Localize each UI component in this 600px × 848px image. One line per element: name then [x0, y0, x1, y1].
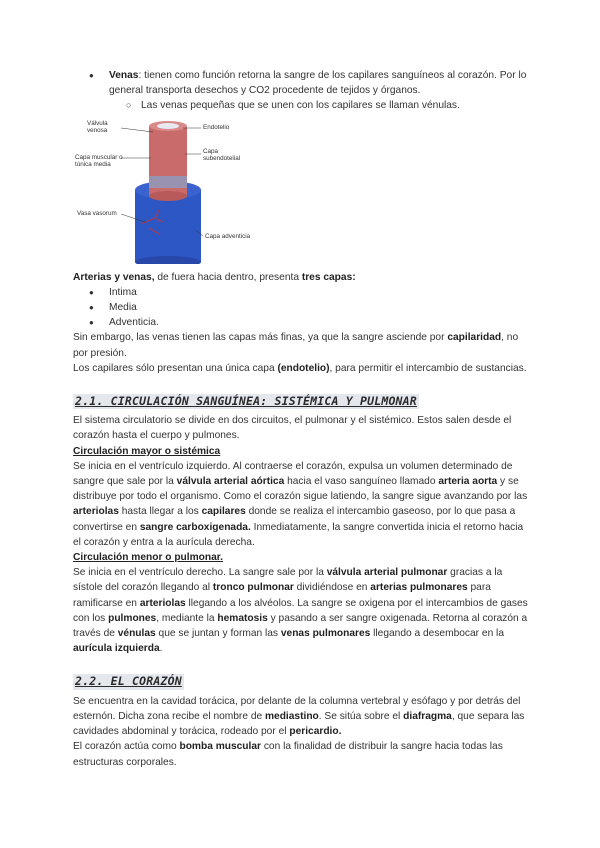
section-title-corazon: 2.2. EL CORAZÓN — [75, 674, 182, 689]
bold-run: capilaridad — [447, 332, 502, 344]
text-run: Se inicia en el ventrículo izquierdo. Al contraerse el corazón, expulsa un volumen determinado de sangre que sale por la — [73, 460, 513, 488]
text-run: . — [159, 643, 163, 655]
text-run: donde se realiza el intercambio gaseoso, por lo que pasa a convertirse en — [73, 506, 516, 533]
text-run: Sin embargo, las venas tienen las capas más finas, ya que la sangre asciende por — [73, 332, 448, 344]
corazon-paragraph-1 — [73, 694, 533, 740]
label-adventicia: Capa adventicia — [205, 232, 251, 240]
bold-run: arterias pulmonares — [370, 582, 468, 594]
vein-illustration — [73, 118, 273, 264]
capas-paragraph-2 — [73, 361, 533, 376]
circulacion-menor-heading: Circulación menor o pulmonar. — [73, 552, 224, 564]
bold-run: mediastino — [264, 710, 319, 722]
label-valvula: Válvula venosa — [87, 119, 108, 134]
text-run: hacia el vaso sanguíneo llamado — [284, 476, 439, 488]
label-subendotelial: Capa subendotelial — [203, 147, 241, 162]
text-run: Inmediatamente, la sangre convertida inicia el retorno hacia el corazón y entra a la aurícula derecha. — [73, 521, 524, 548]
label-vasa: Vasa vasorum — [77, 209, 117, 217]
circulacion-mayor-text — [73, 459, 533, 550]
bold-run: pulmones — [108, 612, 157, 624]
bold-run: aurícula izquierda — [73, 643, 160, 655]
venas-term: Venas — [109, 70, 139, 81]
label-capa-muscular: Capa muscular o túnica media — [75, 153, 123, 168]
capa-item: ● Adventicia. — [73, 315, 533, 330]
text-run: para ramificarse en — [73, 582, 491, 609]
corazon-paragraph-2 — [73, 739, 533, 769]
capas-lead — [73, 270, 533, 285]
bold-run: válvula arterial pulmonar — [326, 567, 448, 579]
bold-run: venas pulmonares — [280, 628, 371, 640]
text-run: , para permitir el intercambio de sustancias. — [329, 362, 527, 374]
capa-item: ● Media — [73, 300, 533, 315]
text-run: llegando a los alvéolos. La sangre se oxigena por el intercambios de gases con los — [73, 597, 528, 624]
venas-item — [73, 68, 533, 98]
venas-list — [73, 68, 533, 98]
venas-text: : tienen como función retorna la sangre de los capilares sanguíneos al corazón. Por lo general transporta desechos y CO2 procedente de tejidos y órganos. — [109, 70, 527, 97]
capas-lead-text: de fuera hacia dentro, presenta — [154, 271, 302, 283]
bold-run: arteria aorta — [438, 476, 498, 488]
text-run: gracias a la sístole del corazón llegando al — [73, 567, 503, 594]
capas-lead-bold2: tres capas: — [301, 271, 356, 283]
capas-lead-bold: Arterias y venas, — [73, 271, 155, 283]
capa-item: ● Intima — [73, 285, 533, 300]
lumen — [157, 123, 179, 129]
text-run: con la finalidad de distribuir la sangre hacia todas las estructuras corporales. — [73, 741, 503, 768]
bold-run: pericardio. — [289, 726, 342, 738]
text-run: dividiéndose en — [293, 582, 371, 594]
text-run: y se distribuye por todo el organismo. Como el corazón sigue latiendo, la sangre sigue avanzando por las — [73, 476, 528, 503]
text-run: que se juntan y forman las — [155, 628, 281, 640]
bold-run: diafragma — [403, 710, 452, 722]
muscular-bottom — [149, 191, 187, 201]
bold-run: bomba muscular — [179, 741, 261, 753]
vein-diagram — [73, 118, 273, 264]
bold-run: arteriolas — [73, 506, 119, 518]
venulas-item: ○ Las venas pequeñas que se unen con los capilares se llaman vénulas. — [73, 98, 533, 113]
text-run: Se encuentra en la cavidad torácica, por delante de la columna vertebral y esófago y por detrás del esternón. Dicha zona recibe el nombre de — [73, 695, 521, 722]
subendotelial-band — [149, 176, 187, 188]
text-run: , mediante la — [156, 612, 218, 624]
circulacion-mayor-heading: Circulación mayor o sistémica — [73, 445, 221, 457]
text-run: llegando a desembocar en la — [370, 628, 504, 640]
label-endotelio: Endotelio — [203, 123, 230, 131]
text-run: hasta llegar a los — [118, 506, 202, 518]
capas-paragraph-1 — [73, 330, 533, 360]
bold-run: (endotelio) — [277, 362, 330, 374]
document-page — [73, 68, 533, 770]
bold-run: hematosis — [217, 612, 268, 624]
section-title-circulacion: 2.1. CIRCULACIÓN SANGUÍNEA: SISTÉMICA Y PULMONAR — [75, 394, 417, 409]
text-run: , que separa las cavidades abdominal y torácica, rodeado por el — [73, 710, 525, 738]
bold-run: arteriolas — [139, 597, 186, 609]
bold-run: vénulas — [117, 628, 156, 640]
bold-run: capilares — [201, 506, 246, 518]
circulacion-menor-text — [73, 565, 533, 656]
text-run: El corazón actúa como — [73, 741, 180, 753]
bold-run: tronco pulmonar — [212, 582, 294, 594]
venulas-list — [73, 98, 533, 113]
bold-run: válvula arterial aórtica — [176, 476, 285, 488]
text-run: , no por presión. — [73, 332, 519, 359]
text-run: . Se sitúa sobre el — [318, 710, 404, 722]
text-run: Los capilares sólo presentan una única capa — [73, 362, 278, 374]
capas-list — [73, 285, 533, 331]
circulacion-intro: El sistema circulatorio se divide en dos circuitos, el pulmonar y el sistémico. Estos salen desde el corazón hasta el cuerpo y pulmones. — [73, 415, 512, 442]
text-run: y pasando a ser sangre oxigenada. Retorna al corazón a través de — [73, 612, 528, 640]
bold-run: sangre carboxigenada. — [139, 521, 251, 533]
text-run: Se inicia en el ventrículo derecho. La sangre sale por la — [73, 567, 327, 579]
